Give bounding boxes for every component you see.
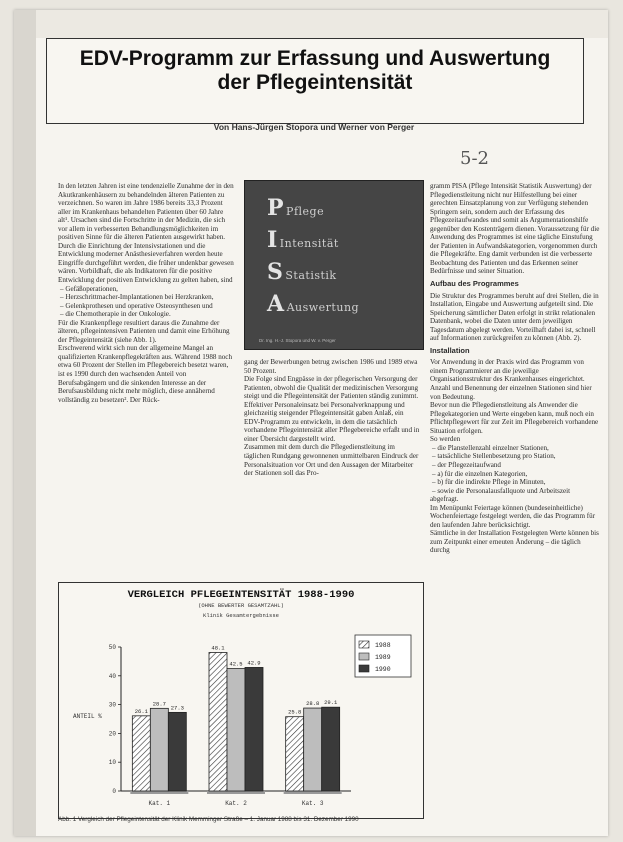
col3-bullet: – a) für die einzelnen Kategorien, (440, 470, 600, 479)
title-line-1: EDV-Programm zur Erfassung und Auswertung (79, 47, 551, 70)
bar (227, 669, 245, 791)
col3-paragraph-4: Bevor nun die Pflegedienstleitung als Anwender die Pflegekategorien und Werte eingeben kann, muß noch ein Pflichtpflegewert für zur Zeit im Pflegebereich vorhandene Situation erfolgen. (430, 401, 599, 435)
chart-title: VERGLEICH PFLEGEINTENSITÄT 1988-1990 (127, 589, 355, 601)
bar-value-label: 27.3 (170, 704, 184, 712)
bar (304, 708, 322, 791)
col2-paragraph-4: Zusammen mit dem durch die Pflegedienstleitung im täglichen Rundgang gewonnenen unmittelbaren Eindruck der Personalsituation vor Ort und den Aussagen der Mitarbeiter der Stationen soll das Pro- (244, 443, 419, 478)
chart-subtitle: (OHNE BEWERTER GESAMTZAHL) (198, 602, 284, 609)
title-box (46, 38, 584, 124)
pisa-logo (244, 180, 424, 350)
col3-bullet: – b) für die indirekte Pflege in Minuten, (440, 478, 600, 487)
col2-paragraph-3: Effektiver Personaleinsatz bei Personalverknappung und gleichzeitig steigender Pflegeintensität gaben Anlaß, ein EDV-Programm zu entwickeln, in dem die tatsächlich vorhandene Pflegeintensität aller Pflegebereiche erfaßt und in einer Übersicht dargestellt wird. (244, 400, 420, 443)
bar-value-label: 42.9 (247, 659, 261, 667)
bar-value-label: 48.1 (211, 644, 225, 652)
bar (132, 716, 150, 791)
col3-paragraph-8: Sämtliche in der Installation Festgelegten Werte können bis zum Zeitpunkt einer erneuten Änderung – die täglich durchg (430, 529, 599, 555)
category-label: Kat. 3 (301, 800, 324, 807)
y-tick-label: 30 (108, 701, 116, 709)
logo-word: A Auswertung (267, 291, 360, 317)
y-tick-label: 0 (112, 788, 116, 795)
legend-label: 1989 (375, 654, 391, 661)
figure-caption: Abb. 1 Vergleich der Pflegeintensität der Klinik Memminger Straße – 1. Januar 1988 bis 31. Dezember 1990 (58, 816, 359, 823)
legend-swatch (359, 653, 369, 660)
column-2 (244, 358, 420, 478)
scan-top-band (36, 10, 608, 38)
column-3 (430, 182, 600, 555)
logo-word: I Intensität (267, 227, 339, 253)
col3-bullet: – tatsächliche Stellenbesetzung pro Station, (440, 452, 600, 461)
col3-bullet: – die Planstellenzahl einzelner Stationen, (440, 444, 600, 453)
col3-paragraph-3: Vor Anwendung in der Praxis wird das Programm von einem Programmierer an die jeweilige Organisationsstruktur des Krankenhauses eingerichtet. Anzahl und Benennung der einzelnen Stationen sind hier von Bedeutung. (430, 358, 592, 401)
article-authors: Von Hans-Jürgen Stopora und Werner von Perger (213, 122, 415, 132)
legend-label: 1990 (375, 666, 391, 673)
bar-value-label: 28.7 (152, 700, 166, 708)
col3-bullet-list (430, 444, 600, 495)
chart-subsubtitle: Klinik Gesamtergebnisse (203, 612, 279, 619)
bar (286, 717, 304, 791)
scan-left-edge (14, 10, 36, 836)
col1-bullet: – Gelenkprothesen und operative Osteosynthesen und (68, 302, 234, 311)
bar (245, 667, 263, 791)
col3-bullet: – der Pflegezeitaufwand (440, 461, 600, 470)
col1-paragraph-1: In den letzten Jahren ist eine tendenzielle Zunahme der in den Akutkrankenhäusern zu behandelnden älteren Patienten zu verzeichnen. So waren im Jahre 1986 bereits 33,3 Prozent aller im Krankenhaus behandelten Patienten über 60 Jahre alt¹. Ursachen sind die Fortschritte in der Medizin, die sich vor allem in verbesserten Behandlungsmöglichkeiten im positiven Sinne für die älteren Patienten ausgewirkt haben. Durch die Einrichtung der Intensivstationen und die Entwicklung moderner Anästhesieverfahren werden heute Eingriffe durchgeführt werden, die früher undenkbar gewesen wären. Vorbildhaft, die als Indikatoren für die positive Entwicklung der positiven Entwicklung zu gelten haben, sind (58, 182, 234, 285)
bar (322, 707, 340, 791)
bar-value-label: 26.1 (134, 707, 148, 715)
category-label: Kat. 2 (225, 800, 247, 807)
category-label: Kat. 1 (148, 800, 171, 807)
article-title (47, 47, 583, 95)
col2-paragraph-1: gang der Bewerbungen betrug zwischen 1986 und 1989 etwa 50 Prozent. (244, 358, 418, 375)
legend-label: 1988 (375, 642, 391, 649)
bar-group-base (284, 791, 342, 794)
y-tick-label: 20 (108, 730, 116, 738)
bar-chart (59, 583, 423, 818)
col3-paragraph-2: Die Struktur des Programmes beruht auf drei Stellen, die in Installation, Eingabe und Auswertung aufgeteilt sind. Die Speicherung sämtlicher Daten erfolgt in strikt relationalen Datenbank, wobei die Daten unter dem jeweiligen Tagesdatum abgelegt werden. Vorteilhaft dabei ist, schnell auf Informationen zurückgreifen zu können (Abb. 2). (430, 291, 599, 343)
bar (168, 712, 186, 791)
handwritten-note: 5-2 (460, 148, 489, 169)
bar-value-label: 25.8 (288, 708, 302, 716)
col3-bullet: – sowie die Personalausfallquote und Arbeitszeit (440, 487, 600, 496)
section-heading: Installation (430, 345, 470, 355)
logo-footer: Dr. Ing. H.-J. Stopora und W. v. Perger (259, 338, 336, 343)
y-tick-label: 50 (108, 644, 116, 651)
logo-word: S Statistik (267, 259, 337, 285)
col3-paragraph-7: Im Menüpunkt Feiertage können (bundeseinheitliche) Wochenfeiertage festgelegt werden, die das Programm für den laufenden Jahre berücksichtigt. (430, 503, 596, 529)
legend-swatch (359, 665, 369, 672)
col1-bullet: – die Chemotherapie in der Onkologie. (68, 310, 234, 319)
col1-paragraph-3: Erschwerend wirkt sich nun der allgemeine Mangel an qualifizierten Krankenpflegekräften aus. Während 1988 noch etwa 60 Prozent der Stellen im Pflegebereich besetzt waren, ist es 1990 durch den wachsenden Anteil von Berufsabgängern und die sinkenden Interesse an der Berufsausbildung nicht mehr möglich, diese annähernd vollständig zu besetzen². Der Rück- (58, 344, 232, 404)
legend-swatch (359, 641, 369, 648)
logo-word: P Pflege (267, 195, 325, 221)
column-1 (58, 182, 234, 404)
col1-bullet: – Herzschrittmacher-Implantationen bei Herzkranken, (68, 293, 234, 302)
bar-value-label: 29.1 (324, 699, 338, 707)
y-axis-label: ANTEIL % (73, 713, 102, 720)
y-tick-label: 10 (108, 759, 116, 767)
col3-paragraph-5: So werden (430, 435, 461, 444)
col1-paragraph-2: Für die Krankenpflege resultiert daraus die Zunahme der älteren, pflegeintensiven Patienten und damit eine Erhöhung der Pflegeintensität (siehe Abb. 1). (58, 318, 230, 344)
section-heading: Aufbau des Programmes (430, 279, 519, 289)
bar-group-base (207, 791, 265, 794)
title-line-2: der Pflegeintensität (217, 71, 413, 94)
bar-value-label: 42.5 (229, 660, 243, 668)
col2-paragraph-2: Die Folge sind Engpässe in der pflegerischen Versorgung der Patienten, obwohl die Qualität der medizinischen Versorgung steigt und die Pflegeintensität der Patienten ständig zunimmt. (244, 375, 419, 401)
bar (209, 652, 227, 791)
col3-paragraph-6: abgefragt. (430, 495, 459, 504)
col1-bullet: – Gefäßoperationen, (68, 285, 234, 294)
bar-value-label: 28.8 (306, 700, 320, 708)
figure-1-chart-box (58, 582, 424, 819)
bar-group-base (130, 791, 188, 794)
bar (150, 708, 168, 791)
col1-bullet-list (58, 285, 234, 319)
col3-paragraph-1: gramm PISA (Pflege Intensität Statistik Auswertung) der Pflegedienstleitung nicht nur Hilfestellung bei einer gerechten Einsatzplanung von zur Verfügung stehenden Springern sein, sondern auch der Erfassung des Pflegezeitaufwandes und somit als Argumentationshilfe gegenüber den Kostenträgern dienen. Voraussetzung für die Anwendung des Programmes ist eine tägliche Einstufung der Patienten in Aufwandskategorien, vorgenommen durch die Pflegekräfte. Eng damit verbunden ist die verbesserte Beobachtung des Patienten und das Erkennen seiner Bedürfnisse und seiner Situation. (430, 182, 600, 276)
y-tick-label: 40 (108, 672, 116, 680)
